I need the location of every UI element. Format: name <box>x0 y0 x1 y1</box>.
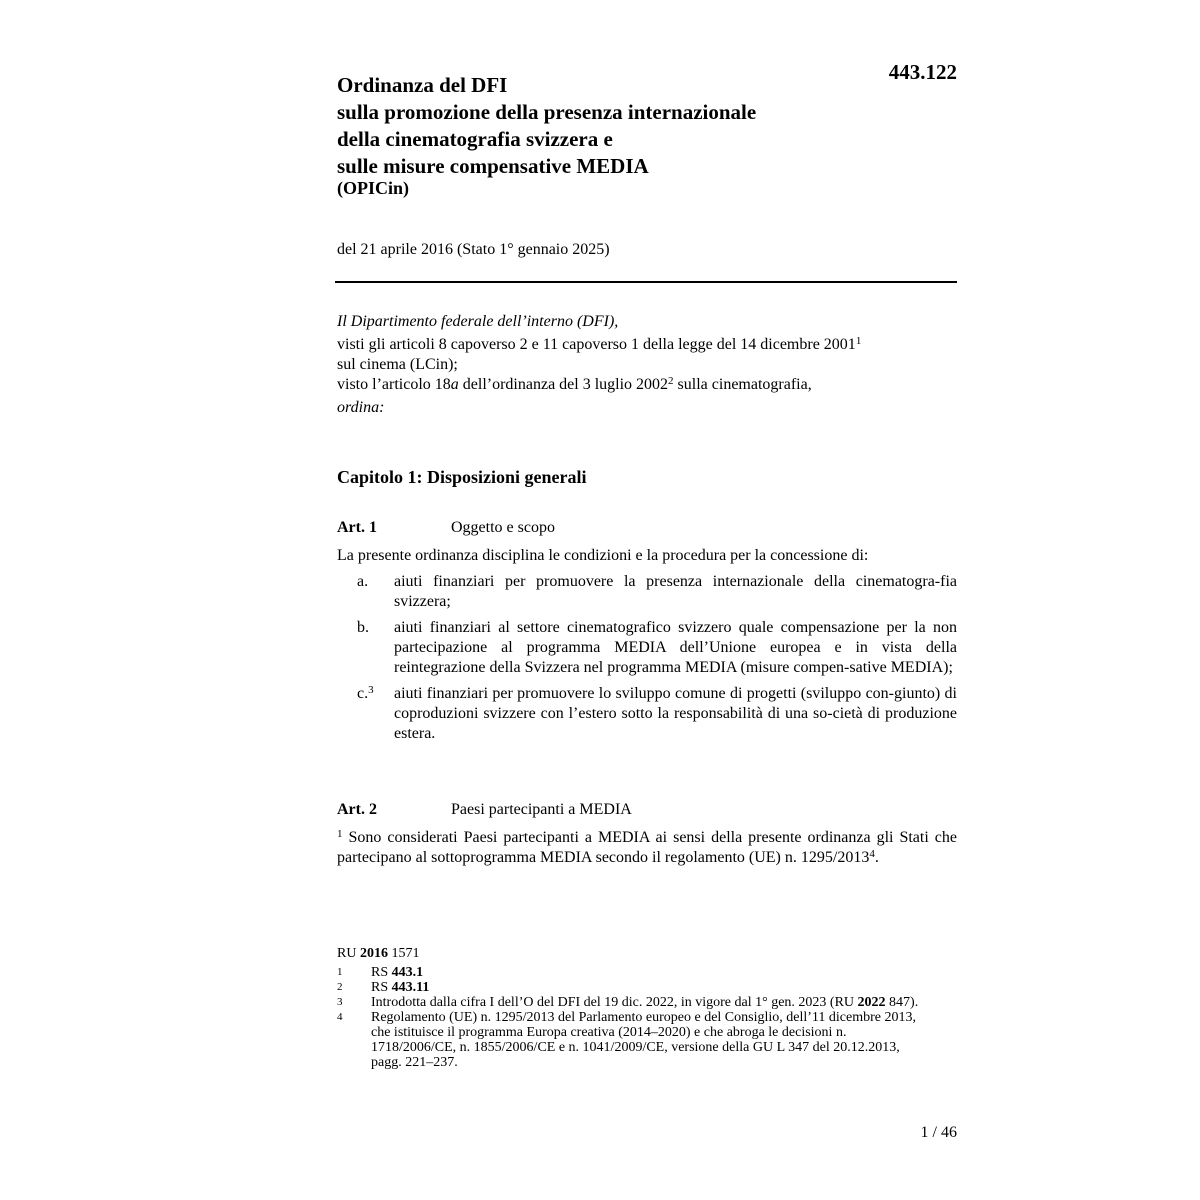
list-item-text: aiuti finanziari per promuovere lo sviluppo comune di progetti (sviluppo con-giunto) di coproduzioni svizzere con l’estero sotto la responsabilità di una so-cietà di produzione estera. <box>394 685 957 742</box>
list-item-text: aiuti finanziari per promuovere la presenza internazionale della cinematogra-fia svizzera; <box>394 573 957 610</box>
preamble-line <box>337 335 957 395</box>
footnote-text: Regolamento (UE) n. 1295/2013 del Parlamento europeo e del Consiglio, dell’11 dicembre 2013, che istituisce il programma Europa creativa (2014–2020) e che abroga le decisioni n. 1718/2006/CE, n. 1855/2006/CE e n. 1041/2009/CE, versione della GU L 347 del 20.12.2013, pagg. 221–237. <box>371 1010 916 1070</box>
footnote-text <box>371 995 931 1010</box>
article-title: Paesi partecipanti a MEDIA <box>451 801 632 818</box>
article-number: Art. 2 <box>337 801 377 818</box>
preamble-text: visto l’articolo 18 <box>337 376 451 393</box>
footnote-number: 1 <box>337 966 343 978</box>
footnote <box>337 965 957 980</box>
footnote-number: 2 <box>337 981 343 993</box>
preamble-text: dell’ordinanza del 3 luglio 2002 <box>458 376 669 393</box>
ru-reference <box>337 946 957 961</box>
footnote-ref[interactable]: 2 <box>668 375 674 387</box>
preamble-ordina: ordina: <box>337 399 385 416</box>
ru-page: 1571 <box>387 946 420 961</box>
ru-prefix: RU <box>337 946 360 961</box>
footnote-ref[interactable]: 3 <box>368 684 374 696</box>
footnote-prefix: RS <box>371 980 392 995</box>
preamble-text: sul cinema (LCin); <box>337 356 458 373</box>
preamble-text: visti gli articoli 8 capoverso 2 e 11 capoverso 1 della legge del 14 dicembre 2001 <box>337 336 856 353</box>
sr-number: 443.122 <box>888 60 957 84</box>
footnote <box>337 995 957 1010</box>
article-1 <box>337 518 957 750</box>
footnote-text <box>371 980 931 995</box>
article-intro: La presente ordinanza disciplina le condizioni e la procedura per la concessione di: <box>337 547 869 564</box>
footnote-number: 3 <box>337 996 343 1008</box>
document-abbreviation: (OPICin) <box>337 178 409 198</box>
document-date: del 21 aprile 2016 (Stato 1° gennaio 2025) <box>337 241 610 258</box>
list-marker-label: c. <box>357 685 369 702</box>
footnote-text <box>371 965 931 980</box>
list-item-text: aiuti finanziari al settore cinematografico svizzero quale compensazione per la non partecipazione al programma MEDIA dell’Unione europea e in vista della reintegrazione della Svizzera nel programma MEDIA (misure compen-sative MEDIA); <box>394 619 957 676</box>
footnote-bold[interactable]: 443.1 <box>391 965 424 980</box>
horizontal-rule <box>335 281 957 283</box>
preamble-italic: a <box>450 376 459 393</box>
article-2 <box>337 800 957 868</box>
footnote-bold[interactable]: 2022 <box>857 995 886 1010</box>
list-item <box>337 618 957 678</box>
footnote-bold[interactable]: 443.11 <box>391 980 430 995</box>
footnote-prefix: RS <box>371 965 392 980</box>
preamble-authority: Il Dipartimento federale dell’interno (DFI), <box>337 313 619 330</box>
title-line: Ordinanza del DFI <box>337 73 508 97</box>
list-marker: b. <box>357 619 369 636</box>
article-number: Art. 1 <box>337 519 377 536</box>
article-heading <box>337 518 957 538</box>
document-title <box>337 72 756 180</box>
footnote-ref[interactable]: 1 <box>855 335 862 347</box>
list-item <box>337 572 957 612</box>
footnote <box>337 1010 957 1070</box>
list-marker <box>337 684 394 744</box>
article-heading <box>337 800 957 820</box>
paragraph-text: . <box>874 849 879 866</box>
article-paragraph <box>337 828 957 868</box>
title-line: sulle misure compensative MEDIA <box>337 154 649 178</box>
preamble-text: sulla cinematografia, <box>673 376 812 393</box>
ru-year: 2016 <box>359 946 388 961</box>
title-line: sulla promozione della presenza internazionale <box>337 100 757 124</box>
list-marker: a. <box>357 573 369 590</box>
footnote <box>337 980 957 995</box>
article-title: Oggetto e scopo <box>451 519 555 536</box>
footnote-ref[interactable]: 4 <box>869 848 875 860</box>
footnotes <box>337 946 957 1070</box>
list-item <box>337 684 957 744</box>
paragraph-text: Sono considerati Paesi partecipanti a MEDIA ai sensi della presente ordinanza gli Stati che partecipano al sottoprogramma MEDIA secondo il regolamento (UE) n. 1295/2013 <box>337 829 957 866</box>
footnote-prefix: Introdotta dalla cifra I dell’O del DFI del 19 dic. 2022, in vigore dal 1° gen. 2023 (RU <box>371 995 858 1010</box>
preamble <box>337 312 957 421</box>
chapter-heading: Capitolo 1: Disposizioni generali <box>337 467 587 487</box>
paragraph-number: 1 <box>337 828 343 840</box>
article-list <box>337 572 957 744</box>
title-line: della cinematografia svizzera e <box>337 127 613 151</box>
footnote-number: 4 <box>337 1011 343 1023</box>
footnote-suffix: 847). <box>885 995 919 1010</box>
page-number: 1 / 46 <box>920 1124 957 1141</box>
